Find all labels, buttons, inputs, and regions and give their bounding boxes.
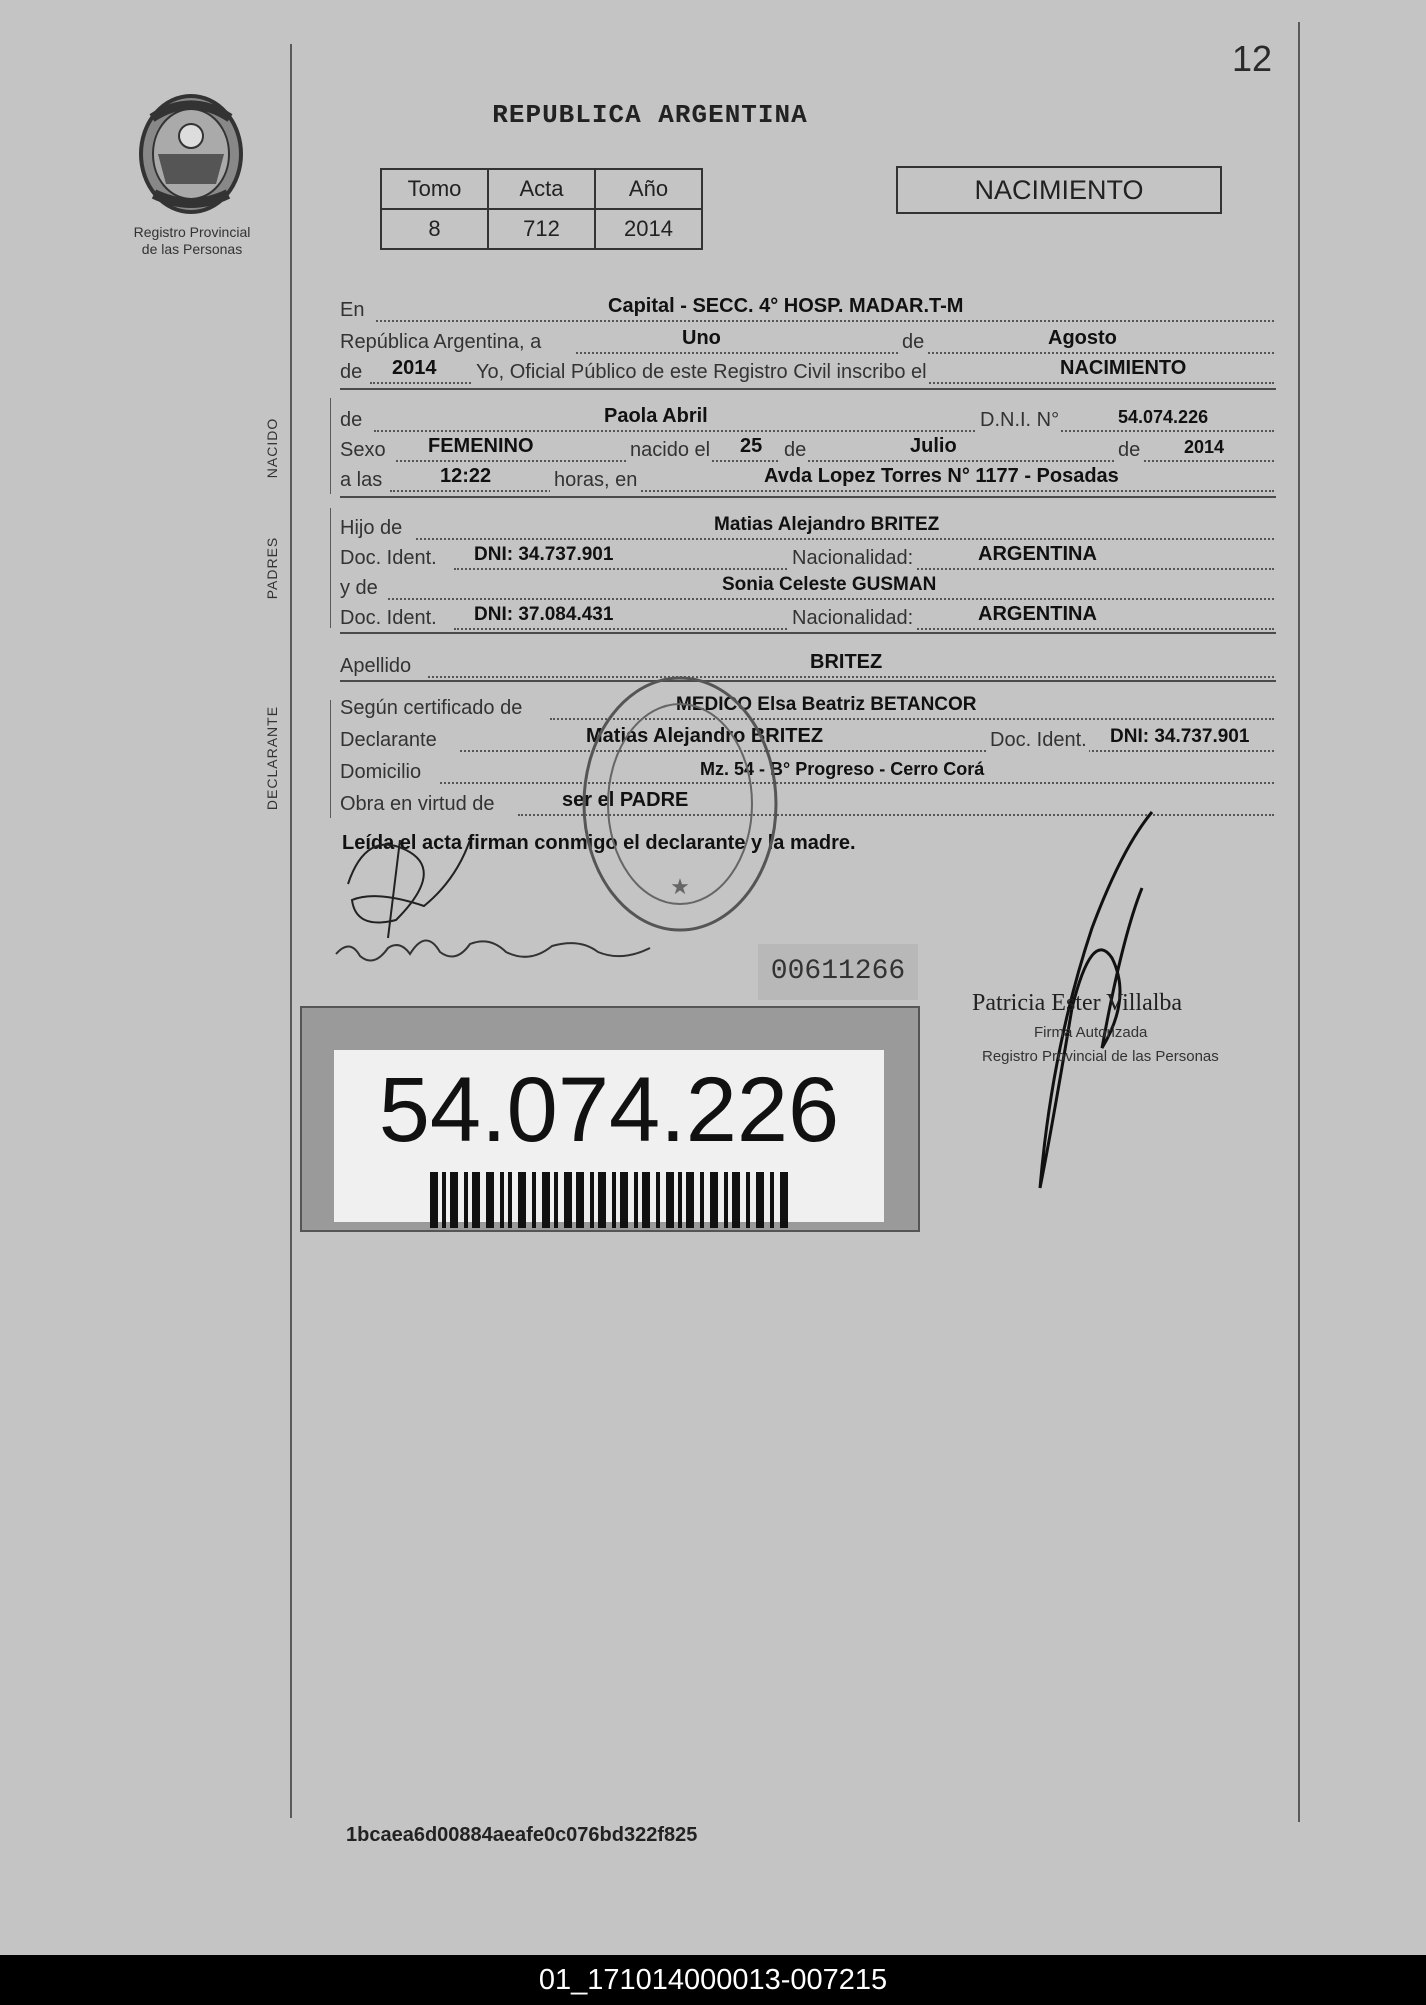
mother-doc-label: Doc. Ident.: [340, 607, 437, 629]
de-year-label: de: [340, 361, 363, 383]
barcode-icon: [430, 1172, 790, 1228]
nacido-el-label: nacido el: [626, 439, 712, 462]
official-stamp-icon: [578, 672, 782, 936]
left-margin-line: [290, 44, 292, 1818]
year-value: 2014: [392, 357, 437, 379]
row-time-place: [340, 464, 1274, 498]
id-label-number: 54.074.226: [378, 1059, 840, 1161]
row-father: [340, 512, 1274, 546]
registry-caption: [112, 224, 272, 258]
time-value: 12:22: [440, 465, 492, 487]
row-date: [340, 326, 1274, 360]
dni-label: D.N.I. N°: [976, 409, 1061, 432]
divider-4: [340, 680, 1276, 682]
record-type-box: NACIMIENTO: [896, 166, 1222, 214]
father-value: Matias Alejandro BRITEZ: [714, 514, 940, 535]
en-label: En: [340, 299, 365, 321]
row-sex-birth: [340, 434, 1274, 468]
de-month-label: de: [780, 439, 808, 462]
document-hash: 1bcaea6d00884aeafe0c076bd322f825: [346, 1824, 698, 1846]
birth-place-value: Avda Lopez Torres N° 1177 - Posadas: [764, 465, 1119, 487]
right-margin-line: [1298, 22, 1300, 1822]
anio-value: 2014: [595, 209, 702, 249]
row-statement: [340, 356, 1274, 390]
father-nationality-value: ARGENTINA: [978, 543, 1097, 565]
declarante-value: Matias Alejandro BRITEZ: [586, 725, 824, 747]
sexo-value: FEMENINO: [428, 435, 534, 457]
certificado-label: Según certificado de: [340, 697, 523, 719]
anio-label: Año: [595, 169, 702, 209]
month-value: Agosto: [1048, 327, 1117, 349]
record-value: NACIMIENTO: [1060, 357, 1187, 379]
row-domicilio: [340, 756, 1274, 790]
official-role: Firma Autorizada: [1034, 1024, 1148, 1041]
registry-caption-line-2: de las Personas: [141, 241, 243, 257]
document-title: REPUBLICA ARGENTINA: [492, 100, 808, 130]
republica-label: República Argentina, a: [340, 331, 542, 353]
closing-statement: Leída el acta firman conmigo el declarante y la madre.: [342, 832, 856, 854]
tomo-value: 8: [381, 209, 488, 249]
horas-label: horas, en: [550, 469, 639, 492]
mother-nationality-value: ARGENTINA: [978, 603, 1097, 625]
apellido-value: BRITEZ: [810, 651, 883, 673]
acta-value: 712: [488, 209, 595, 249]
declarante-doc-label: Doc. Ident.: [986, 729, 1089, 752]
row-father-doc: [340, 542, 1274, 576]
dni-value: 54.074.226: [1118, 407, 1209, 427]
obra-label: Obra en virtud de: [340, 793, 495, 815]
obra-value: ser el PADRE: [562, 789, 689, 811]
mother-nationality-label: Nacionalidad:: [788, 607, 915, 630]
row-name: [340, 404, 1274, 438]
certificado-value: MEDICO Elsa Beatriz BETANCOR: [676, 694, 977, 715]
sexo-label: Sexo: [340, 439, 386, 461]
birth-year-value: 2014: [1184, 437, 1225, 457]
y-de-label: y de: [340, 577, 378, 599]
control-number: 00611266: [758, 944, 918, 1000]
hijo-de-label: Hijo de: [340, 517, 403, 539]
page-number: 12: [1232, 38, 1273, 79]
birth-month-value: Julio: [910, 435, 957, 457]
declarante-bracket: [330, 700, 331, 818]
id-label-inner: [334, 1050, 884, 1222]
child-name-value: Paola Abril: [604, 405, 708, 427]
de-birthyear-label: de: [1114, 439, 1142, 462]
mother-signature-icon: [330, 918, 660, 974]
row-declarante: [340, 724, 1274, 758]
row-certificado: [340, 692, 1274, 726]
section-nacido-label: NACIDO: [264, 417, 280, 479]
section-declarante-label: DECLARANTE: [264, 705, 280, 811]
tomo-label: Tomo: [381, 169, 488, 209]
place-value: Capital - SECC. 4° HOSP. MADAR.T-M: [608, 295, 964, 317]
row-place: [340, 294, 1274, 328]
domicilio-value: Mz. 54 - B° Progreso - Cerro Corá: [700, 759, 985, 779]
de-name-label: de: [340, 409, 363, 431]
domicilio-label: Domicilio: [340, 761, 422, 783]
divider-2: [340, 496, 1276, 498]
official-office: Registro Provincial de las Personas: [982, 1048, 1219, 1065]
acta-label: Acta: [488, 169, 595, 209]
divider-3: [340, 632, 1276, 634]
row-mother: [340, 572, 1274, 606]
nacido-bracket: [330, 398, 331, 494]
declarante-doc-value: DNI: 34.737.901: [1110, 726, 1250, 747]
divider-1: [340, 388, 1276, 390]
official-name: Patricia Ester Villalba: [972, 990, 1183, 1016]
mother-doc-value: DNI: 37.084.431: [474, 604, 614, 625]
father-doc-label: Doc. Ident.: [340, 547, 437, 569]
registry-caption-line-1: Registro Provincial: [133, 224, 251, 240]
id-label: [300, 1006, 920, 1232]
file-id-footer: 01_171014000013-007215: [0, 1955, 1426, 2005]
a-las-label: a las: [340, 469, 383, 491]
row-mother-doc: [340, 602, 1274, 636]
reference-table: [380, 168, 703, 250]
provincial-seal-icon: [134, 92, 248, 220]
row-apellido: [340, 650, 1274, 684]
svg-text:★: ★: [670, 874, 690, 899]
padres-bracket: [330, 508, 331, 628]
father-doc-value: DNI: 34.737.901: [474, 544, 614, 565]
statement-text: Yo, Oficial Público de este Registro Civil inscribo el: [472, 361, 929, 384]
apellido-label: Apellido: [340, 655, 412, 677]
mother-value: Sonia Celeste GUSMAN: [722, 574, 937, 595]
father-nationality-label: Nacionalidad:: [788, 547, 915, 570]
de-label: de: [898, 331, 926, 354]
section-padres-label: PADRES: [264, 536, 280, 600]
declarante-label: Declarante: [340, 729, 437, 751]
birth-day-value: 25: [740, 435, 763, 457]
day-value: Uno: [682, 327, 721, 349]
